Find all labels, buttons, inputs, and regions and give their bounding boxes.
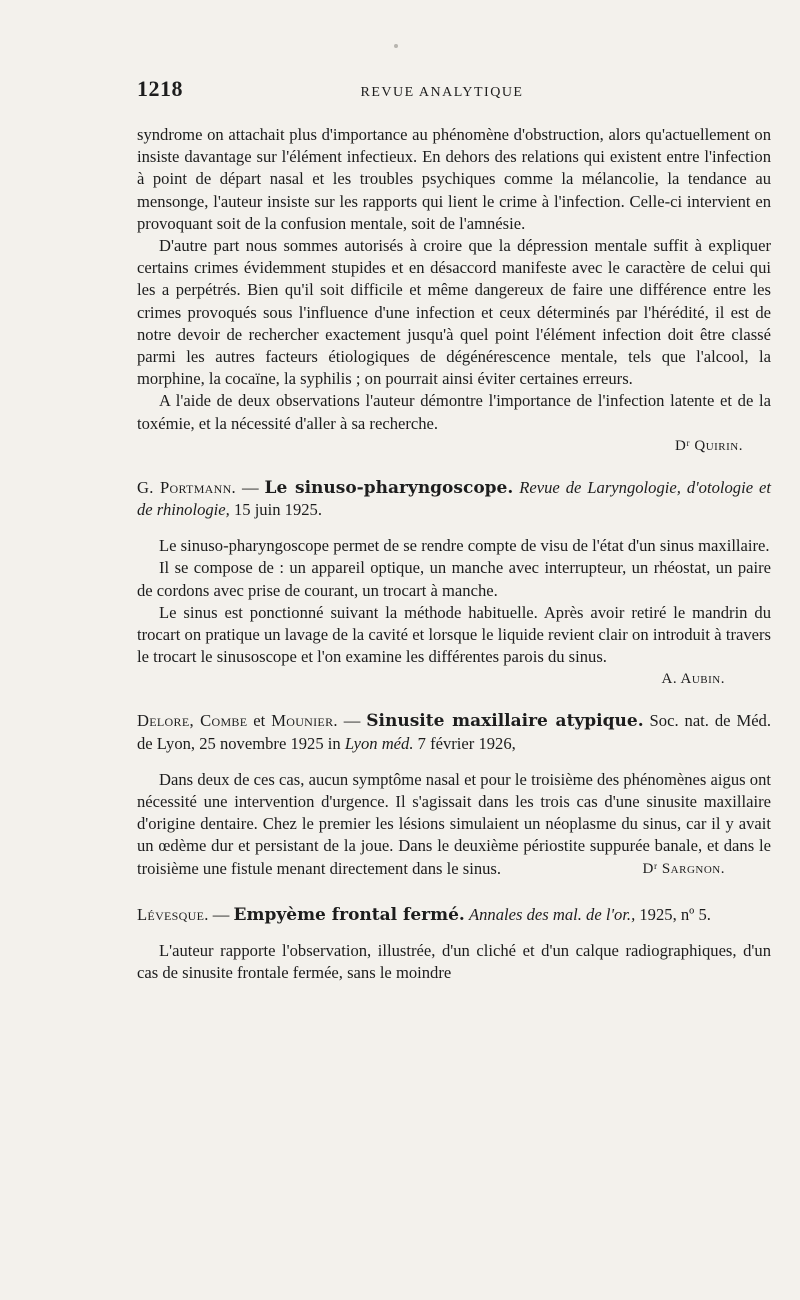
paragraph: syndrome on attachait plus d'importance au phénomène d'obstruction, alors qu'actuellement on insiste davantage sur l'élément infectieux. En dehors des relations qui existent entre l'infection à point de départ nasal et les troubles psychiques comme la mélancolie, la tendance au mensonge, l'auteur insiste sur les rapports qui lient le crime à l'infection. Celle-ci intervient en provoquant soit de la confusion mentale, soit de l'amnésie. bbox=[137, 125, 771, 233]
entry-journal: Revue de Laryngologie, d'otologie et de rhinologie, bbox=[137, 477, 771, 520]
review-continuation bbox=[137, 124, 771, 457]
entry-date: 1925, nº 5. bbox=[635, 904, 711, 924]
entry-dash: — bbox=[337, 711, 367, 731]
paragraph: Il se compose de : un appareil optique, un manche avec interrupteur, un rhéostat, un paire de cordons avec prise de courant, un trocart à manche. bbox=[137, 558, 771, 600]
paragraph: Le sinuso-pharyngoscope permet de se rendre compte de visu de l'état d'un sinus maxillaire. bbox=[159, 536, 770, 556]
review-entry-levesque bbox=[137, 904, 771, 985]
running-title: REVUE ANALYTIQUE bbox=[360, 85, 524, 100]
entry-title: Sinusite maxillaire atypique. bbox=[366, 711, 644, 732]
paragraph: D'autre part nous sommes autorisés à croire que la dépression mentale suffit à expliquer certains crimes évidemment stupides et en désaccord manifeste avec le caractère de celui qui les a perpétrés. Bien qu'il soit difficile et même dangereux de faire une différence entre les crimes provoqués sous l'influence d'une infection et ceux déterminés par l'hérédité, il est de notre devoir de rechercher exactement jusqu'à quel point l'élément infection doit être classé parmi les autres facteurs étiologiques de dégénérescence mentale, tels que l'alcool, la morphine, la cocaïne, la syphilis ; on pourrait ainsi éviter certaines erreurs. bbox=[137, 236, 771, 389]
review-entry-delore bbox=[137, 710, 771, 879]
entry-authors-last: Mounier. bbox=[271, 711, 338, 731]
entry-dash: — bbox=[208, 904, 234, 924]
paragraph: Le sinus est ponctionné suivant la méthode habituelle. Après avoir retiré le mandrin du trocart on pratique un lavage de la cavité et lorsque le liquide revient clair on introduit à travers le trocart le sinusoscope et l'on examine les différentes parois du sinus. bbox=[137, 602, 771, 667]
paragraph: L'auteur rapporte l'observation, illustrée, d'un cliché et d'un calque radiographiques, d'un cas de sinusite frontale fermée, sans le moindre bbox=[137, 941, 771, 983]
paragraph: Dans deux de ces cas, aucun symptôme nasal et pour le troisième des phénomènes aigus ont nécessité une intervention d'urgence. Il s'agissait dans les trois cas d'une sinusite maxillaire d'origine dentaire. Chez le premier les lésions simulaient un néoplasme du sinus, car il y avait un œdème dur et persistant de la joue. Dans le deuxième périostite suppurée banale, et dans le troisième une fistule menant directement dans le sinus. bbox=[137, 769, 771, 878]
entry-date: 7 février 1926, bbox=[413, 733, 516, 753]
entry-heading bbox=[137, 710, 771, 754]
entry-title: Le sinuso-pharyngoscope. bbox=[264, 477, 514, 498]
journal-page bbox=[137, 76, 771, 985]
entry-source: Soc. nat. de Méd. de Lyon, 25 novembre 1925 in bbox=[137, 711, 772, 753]
reviewer-signature: Dʳ Sargnon. bbox=[642, 860, 725, 877]
entry-dash: — bbox=[236, 477, 265, 497]
print-speck bbox=[394, 44, 398, 48]
entry-journal: Annales des mal. de l'or., bbox=[468, 904, 636, 924]
entry-authors: Delore, Combe bbox=[137, 711, 248, 731]
entry-author: Lévesque. bbox=[137, 904, 209, 924]
page-number: 1218 bbox=[137, 76, 183, 101]
review-entry-portmann bbox=[137, 477, 771, 691]
reviewer-signature: A. Aubin. bbox=[661, 671, 725, 688]
entry-title: Empyème frontal fermé. bbox=[233, 904, 465, 925]
entry-heading bbox=[137, 904, 771, 926]
reviewer-signature: Dʳ Quirin. bbox=[675, 437, 743, 454]
running-header bbox=[137, 76, 771, 108]
entry-date: 15 juin 1925. bbox=[229, 500, 322, 520]
paragraph: A l'aide de deux observations l'auteur démontre l'importance de l'infection latente et de la toxémie, et la nécessité d'aller à sa recherche. bbox=[137, 391, 771, 433]
entry-journal: Lyon méd. bbox=[344, 733, 414, 753]
entry-heading bbox=[137, 477, 771, 521]
entry-conjunction: et bbox=[247, 711, 272, 731]
entry-author: G. Portmann. bbox=[137, 477, 237, 497]
